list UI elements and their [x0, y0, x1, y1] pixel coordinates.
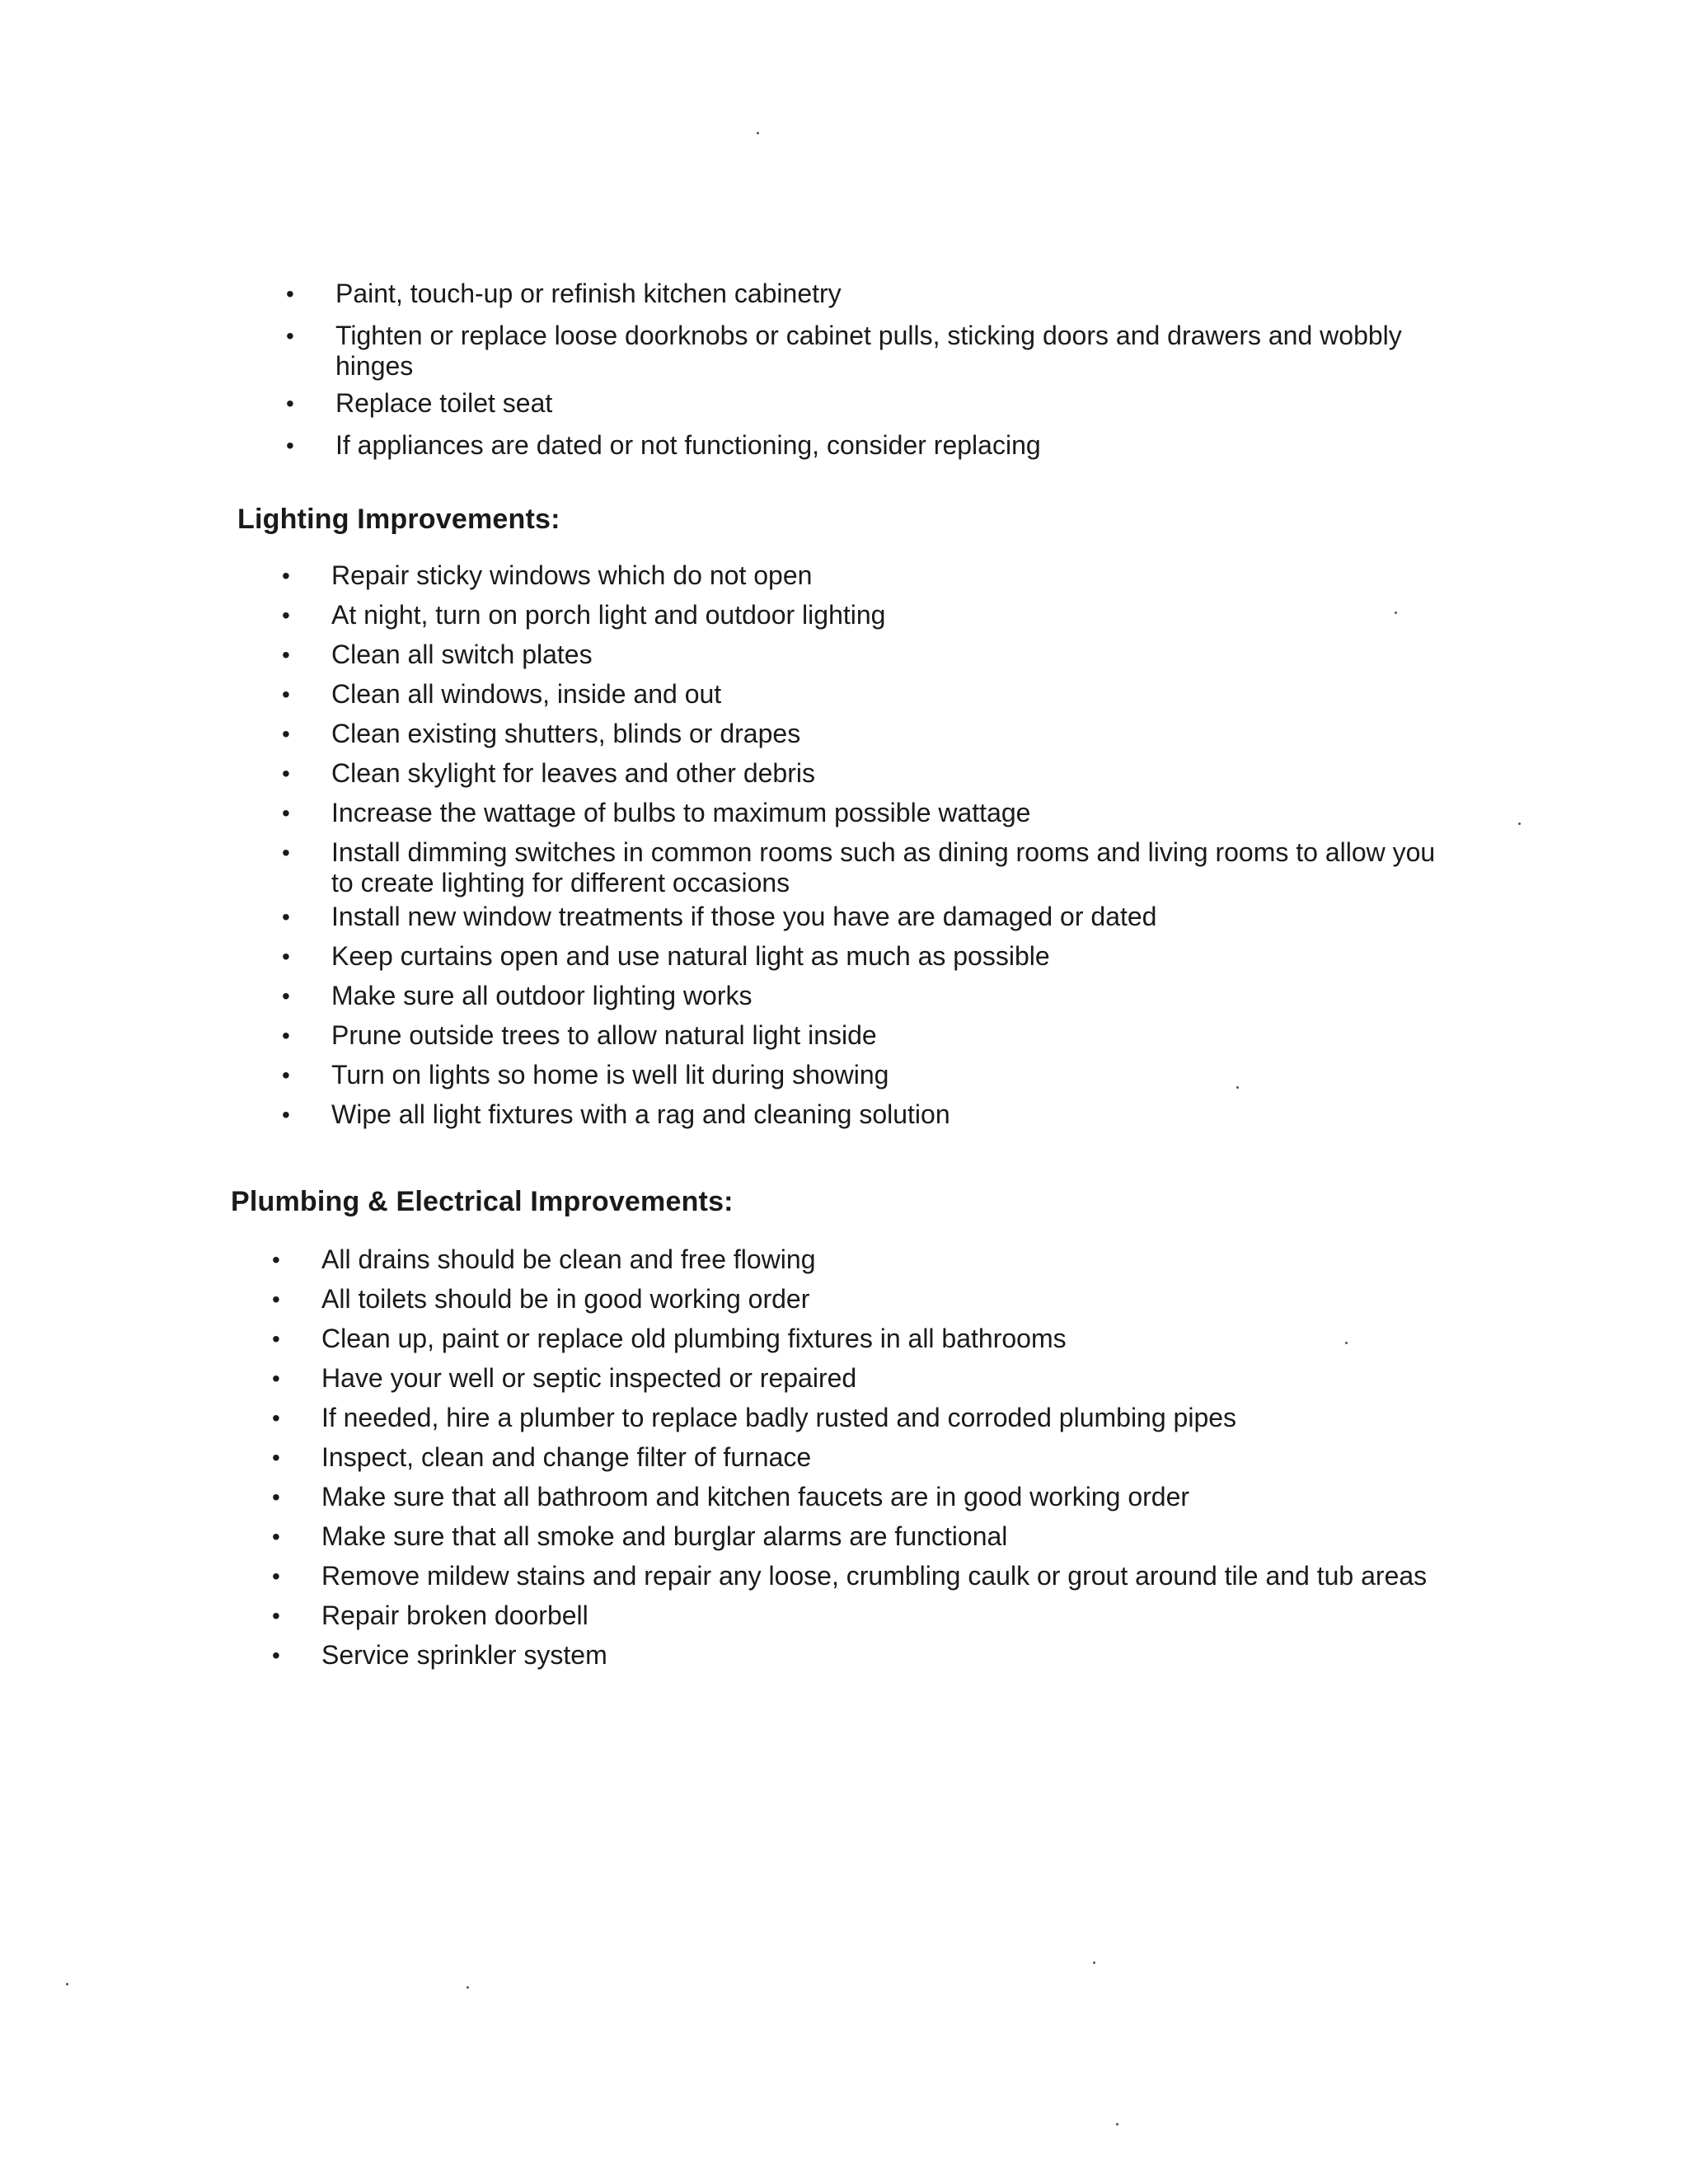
scan-speck — [1236, 1086, 1239, 1089]
bullet-icon: • — [286, 433, 294, 458]
scan-speck — [757, 132, 759, 134]
list-item: • Turn on lights so home is well lit during showing — [282, 1060, 889, 1090]
bullet-icon: • — [282, 1062, 290, 1088]
list-item: • Clean all windows, inside and out — [282, 679, 722, 709]
bullet-icon: • — [282, 944, 290, 969]
bullet-icon: • — [272, 1524, 280, 1549]
list-item: • Make sure that all smoke and burglar alarms are functional — [272, 1521, 1008, 1551]
list-item: • Prune outside trees to allow natural light inside — [282, 1020, 877, 1050]
bullet-icon: • — [272, 1484, 280, 1510]
list-item: • Make sure all outdoor lighting works — [282, 981, 753, 1010]
bullet-icon: • — [272, 1326, 280, 1352]
list-item: • Make sure that all bathroom and kitchen faucets are in good working order — [272, 1482, 1190, 1511]
list-item: • Install new window treatments if those you have are damaged or dated — [282, 902, 1157, 931]
bullet-icon: • — [272, 1643, 280, 1668]
scan-speck — [66, 1983, 68, 1985]
list-item: • Repair broken doorbell — [272, 1601, 588, 1630]
lighting-bullet-list — [282, 560, 1452, 1139]
list-item: • If needed, hire a plumber to replace badly rusted and corroded plumbing pipes — [272, 1403, 1237, 1432]
list-item: • Remove mildew stains and repair any loose, crumbling caulk or grout around tile and tub areas — [272, 1561, 1428, 1591]
scan-speck — [467, 1986, 469, 1989]
bullet-icon: • — [282, 761, 290, 786]
bullet-icon: • — [282, 721, 290, 747]
list-item: • Clean existing shutters, blinds or drapes — [282, 719, 801, 748]
bullet-icon: • — [272, 1286, 280, 1312]
list-item: • Clean all switch plates — [282, 640, 593, 669]
bullet-icon: • — [272, 1405, 280, 1431]
bullet-icon: • — [272, 1445, 280, 1470]
list-item: • Increase the wattage of bulbs to maximum possible wattage — [282, 798, 1031, 827]
scan-speck — [1093, 1961, 1095, 1964]
bullet-icon: • — [272, 1366, 280, 1391]
bullet-icon: • — [286, 281, 294, 307]
list-item: • Have your well or septic inspected or repaired — [272, 1363, 857, 1393]
bullet-icon: • — [282, 904, 290, 930]
bullet-icon: • — [282, 602, 290, 628]
bullet-icon: • — [282, 1023, 290, 1048]
bullet-icon: • — [272, 1563, 280, 1589]
bullet-icon: • — [286, 391, 294, 416]
scan-speck — [1345, 1342, 1348, 1344]
section-heading-plumbing: Plumbing & Electrical Improvements: — [231, 1186, 734, 1217]
list-item: • Inspect, clean and change filter of furnace — [272, 1442, 812, 1472]
list-item: • Replace toilet seat — [286, 388, 553, 418]
list-item: • Wipe all light fixtures with a rag and cleaning solution — [282, 1099, 950, 1129]
scan-speck — [1395, 612, 1397, 614]
scan-speck — [1518, 823, 1521, 825]
list-item: • All drains should be clean and free flowing — [272, 1244, 816, 1274]
bullet-icon: • — [272, 1603, 280, 1629]
scan-speck — [1116, 2123, 1118, 2125]
list-item: • All toilets should be in good working order — [272, 1284, 810, 1314]
section-heading-lighting: Lighting Improvements: — [237, 504, 560, 535]
list-item: • Clean skylight for leaves and other debris — [282, 758, 815, 788]
list-item: • Tighten or replace loose doorknobs or cabinet pulls, sticking doors and drawers and wobbly hinges — [286, 321, 1402, 381]
list-item: • At night, turn on porch light and outdoor lighting — [282, 600, 886, 630]
plumbing-bullet-list — [272, 1244, 1459, 1680]
bullet-icon: • — [282, 682, 290, 707]
list-item: • Service sprinkler system — [272, 1640, 607, 1670]
bullet-icon: • — [282, 563, 290, 588]
bullet-icon: • — [282, 983, 290, 1009]
list-item: • Keep curtains open and use natural light as much as possible — [282, 941, 1050, 971]
bullet-icon: • — [282, 642, 290, 668]
bullet-icon: • — [272, 1247, 280, 1272]
list-item: • If appliances are dated or not functioning, consider replacing — [286, 430, 1041, 460]
list-item: • Paint, touch-up or refinish kitchen cabinetry — [286, 279, 842, 308]
bullet-icon: • — [282, 800, 290, 826]
bullet-icon: • — [282, 840, 290, 865]
list-item: • Clean up, paint or replace old plumbing fixtures in all bathrooms — [272, 1324, 1067, 1353]
list-item: • Repair sticky windows which do not open — [282, 560, 813, 590]
intro-bullet-list — [286, 279, 1456, 472]
list-item: • Install dimming switches in common rooms such as dining rooms and living rooms to allow you to create lighting for different occasions — [282, 837, 1436, 898]
bullet-icon: • — [286, 323, 294, 349]
bullet-icon: • — [282, 1102, 290, 1127]
